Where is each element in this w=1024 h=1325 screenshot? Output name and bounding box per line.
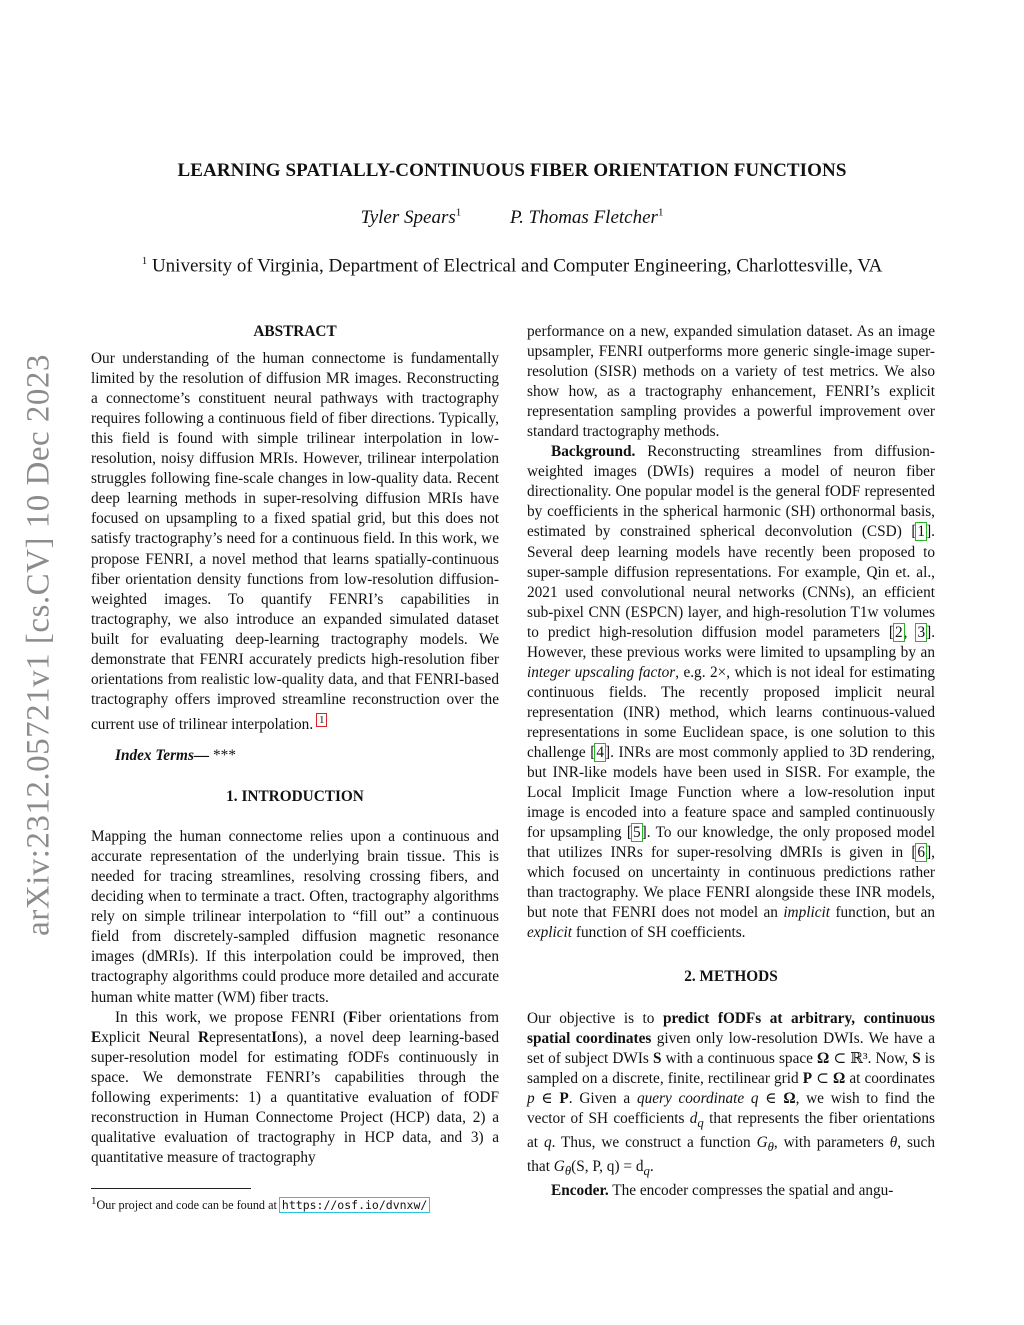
author-1: Tyler Spears$^1$ [360,207,462,229]
abstract-text: Our understanding of the human connectome is fundamentally limited by the resolution of diffusion MR images. Reconstructing a connectome’s constituent neural pathways with tractography requires following a continuous field of fiber directions. Typically, this field is found with simple trilinear interpolation in low-resolution, noisy diffusion MRIs. However, trilinear interpolation struggles following fine-scale changes in low-quality data. Recent deep learning methods in super-resolving diffusion MRIs have focused on upsampling to a fixed spatial grid, but this does not satisfy tractography’s need for a continuous field. In this work, we propose FENRI, a novel method that learns spatially-continuous fiber orientation density functions from low-resolution diffusion-weighted images. To quantify FENRI’s capabilities in tractography, we also introduce an expanded simulated dataset built for evaluating deep-learning tractography models. We demonstrate that FENRI accurately predicts high-resolution fiber orientations from realistic low-quality data, and that FENRI-based tractography offers improved streamline reconstruction over the current use of trilinear interpolation. $^1$ [91,350,499,733]
introduction-heading: 1. INTRODUCTION [226,788,364,806]
left-column [91,322,499,1168]
project-url-link[interactable]: https://osf.io/dvnxw/ [281,1198,428,1213]
author-line [0,207,1024,229]
intro-paragraph-2: In this work, we propose FENRI (Fiber orientations from Explicit Neural RepresentatIons), a novel deep learning-based super-resolution model for estimating fODFs continuously in space. We demonstrate FENRI’s capabilities through the following experiments: 1) a quantitative evaluation of fODF reconstruction in Human Connectome Project (HCP) data, 2) a qualitative evaluation of tractography in HCP data, and 3) a quantitative measure of tractography [91,1008,499,1166]
background-paragraph: Background. Reconstructing streamlines from diffusion-weighted images (DWIs) requires a model of neuron fiber directionality. One popular model is the general fODF represented by coefficients in the spherical harmonic (SH) orthonormal basis, estimated by constrained spherical deconvolution (CSD) [1]. Several deep learning models have recently been proposed to super-sample diffusion representations. For example, Qin et. al., 2021 used convolutional neural networks (CNNs), an efficient sub-pixel CNN (ESPCN) layer, and high-resolution T1w volumes to predict high-resolution diffusion model parameters [2, 3]. However, these previous works were limited to upsampling by an integer upscaling factor, e.g. 2×, which is not ideal for estimating continuous fields. The recently proposed implicit neural representation (INR) method, which learns continuous-valued representations in some Euclidean space, is one solution to this challenge [4]. INRs are most commonly applied to 3D rendering, but INR-like models have been used in SISR. For example, the Local Implicit Image Function where a low-resolution input image is encoded into a feature space and sampled continuously for upsampling [5]. To our knowledge, the only proposed model that utilizes INRs for super-resolving dMRIs is given in [6], which focused on uncertainty in continuous predictions rather than tractography. We place FENRI alongside these INR models, but note that FENRI does not model an implicit function, but an explicit function of SH coefficients. [527,443,936,942]
citation-link[interactable]: 3 [917,623,926,641]
footnote-rule [91,1188,251,1189]
paper-title: LEARNING SPATIALLY-CONTINUOUS FIBER ORIENTATION FUNCTIONS [177,160,847,181]
intro-continuation: performance on a new, expanded simulation dataset. As an image upsampler, FENRI outperforms more generic single-image super-resolution (SISR) methods on a variety of test metrics. We also show how, as a tractography enhancement, FENRI’s explicit representation sampling provides a powerful improvement over standard tractography methods. [527,323,935,441]
intro-paragraph-1: Mapping the human connectome relies upon a continuous and accurate representation of the underlying brain tissue. This is needed for tracing streamlines, resolving crossing fibers, and deciding when to terminate a tract. Often, tractography algorithms rely on simple trilinear interpolation to “fill out” a continuous field from discretely-sampled diffusion magnetic resonance images (dMRIs). If this interpolation could be improved, then tractography algorithms could produce more detailed and accurate human white matter (WM) fiber tracts. [91,828,499,1006]
abstract-heading: ABSTRACT [253,323,337,340]
footnote-link[interactable]: 1 [318,713,325,726]
citation-link[interactable]: 2 [894,623,903,641]
author-2: P. Thomas Fletcher$^1$ [509,207,664,229]
citation-link[interactable]: 6 [917,844,926,862]
methods-paragraph: Our objective is to predict fODFs at arbitrary, continuous spatial coordinates given only low-resolution DWIs. We have a set of subject DWIs S with a continuous space Ω ⊂ ℝ³. Now, S is sampled on a discrete, finite, rectilinear grid P ⊂ Ω at coordinates p ∈ P. Given a query coordinate q ∈ Ω, we wish to find the vector of SH coefficients $d_q$ that represents the fiber orientations at q. Thus, we construct a function $G_\theta$, with parameters θ, such that $G_\theta(S$, P, $q) = d_q$. [527,1009,935,1178]
encoder-paragraph: Encoder. The encoder compresses the spatial and angu- [551,1182,894,1200]
affiliation: $^1$ University of Virginia, Department of Electrical and Computer Engineering, Charlottesville, VA [141,255,883,277]
methods-heading: 2. METHODS [684,968,778,986]
arxiv-id: arXiv:2312.05721v1 [cs.CV] 10 Dec 2023 [20,354,57,936]
citation-link[interactable]: 1 [917,523,926,541]
right-column [527,322,935,1201]
citation-link[interactable]: 4 [596,743,604,761]
arxiv-sidebar-stamp [18,350,60,940]
footnote: $^1$Our project and code can be found at https://osf.io/dvnxw/ [91,1195,428,1213]
index-terms: Index Terms— *** [115,747,236,765]
citation-link[interactable]: 5 [632,824,641,842]
